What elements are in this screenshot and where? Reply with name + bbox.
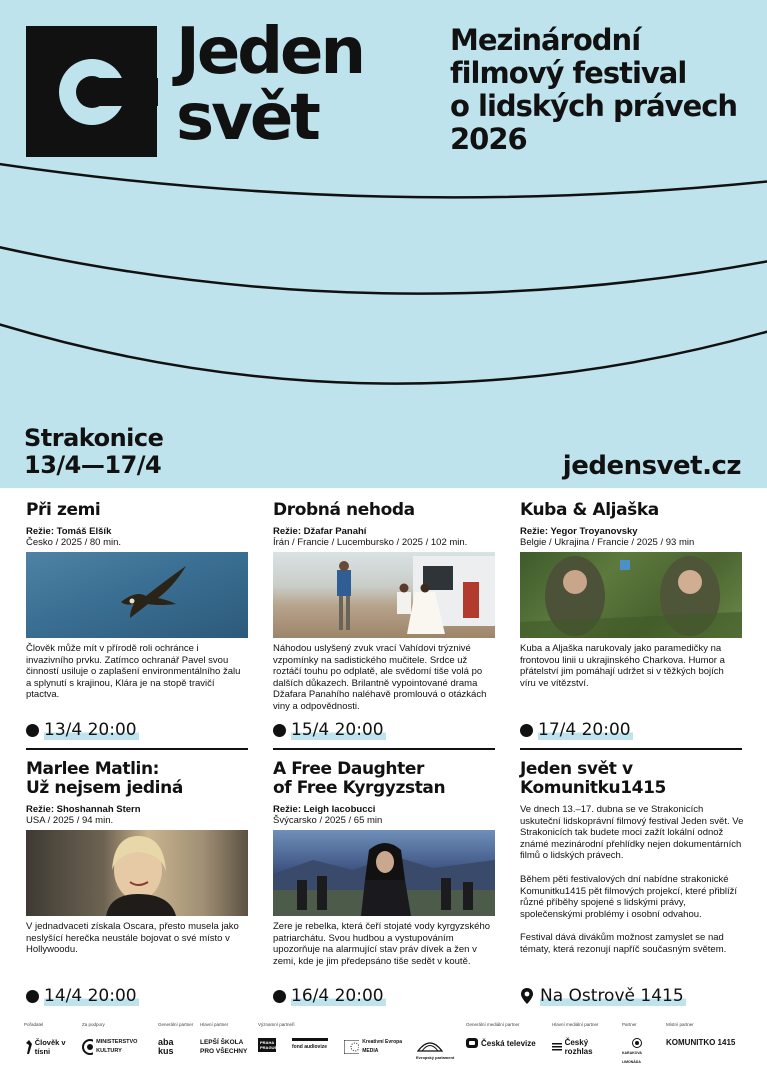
film-title: A Free Daughter of Free Kyrgyzstan: [273, 759, 446, 798]
logo-line-2: svět: [176, 81, 318, 155]
screening-time: 13/4 20:00: [26, 720, 139, 740]
film-title: Při zemi: [26, 500, 101, 520]
film-description: Člověk může mít v přírodě roli ochránce i invazivního prvku. Zatímco ochranář Pavel svou činností usiluje o zaplašení environmentálního žalu a splynutí s krajinou, Klára je na stopě travičí ptactva.: [26, 643, 241, 701]
film-description: V jednadvaceti získala Oscara, přesto musela jako neslyšící herečka neustále bojovat o své místo v Hollywoodu.: [26, 921, 239, 956]
divider: [273, 748, 495, 750]
bullet-dot-icon: [273, 990, 286, 1003]
festival-title-year: 2026: [450, 122, 527, 156]
film-card: [520, 501, 742, 689]
sponsor-logo: Místní partner KOMUNITKO 1415: [666, 1022, 736, 1047]
film-description: Kuba a Aljaška narukovaly jako paramedičky na frontovou linii u ukrajinského Charkova. Humor a přátelství jim pomáhají udržet si v těžkých bojích víru ve vítězství.: [520, 643, 725, 689]
film-description: Náhodou uslyšený zvuk vrací Vahídovi trýznivé vzpomínky na sadistického mučitele. Srdce už roztáčí touhu po odplatě, ale svědomí tiše volá po dalších důkazech. Brilantně vypointované drama Džafara Panahího naléhavě promlouvá o otázkách viny a odpovědnosti.: [273, 643, 487, 712]
lemonade-emblem-icon: [632, 1038, 642, 1048]
film-still-image: [26, 830, 248, 916]
festival-title-line: Mezinárodní: [450, 23, 641, 57]
community-paragraph: Festival dává divákům možnost zamyslet se nad tématy, která rezonují napříč současným světem.: [520, 932, 727, 955]
screening-time: 14/4 20:00: [26, 986, 139, 1006]
film-card: [26, 760, 248, 956]
film-description: Zere je rebelka, která čeří stojaté vody kyrgyzského patriarchátu. Svou hudbou a vystupováním upozorňuje na alarmující stav práv dívek a žen v zemi, kde je jim předepsáno tiše sedět v koutě.: [273, 921, 491, 967]
bullet-dot-icon: [26, 990, 39, 1003]
bullet-dot-icon: [273, 724, 286, 737]
sponsor-logo: Hlavní mediální partner Český rozhlas: [552, 1022, 599, 1056]
film-still-image: [273, 552, 495, 638]
sponsor-strip: [24, 1022, 744, 1072]
film-title: Marlee Matlin: Už nejsem jediná: [26, 759, 183, 798]
film-title: Drobná nehoda: [273, 500, 415, 520]
community-paragraph: Ve dnech 13.–17. dubna se ve Strakonicích uskuteční lidskoprávní filmový festival Jeden svět. Ve Strakonicích tak budete moci zažít lokální odnož známé mezinárodní přehlídky nejen dokumentárních filmů o lidských právech.: [520, 804, 744, 862]
sponsor-logo: Partner KARAKOVA LIMONÁDA: [622, 1022, 642, 1064]
festival-dates: 13/4—17/4: [24, 451, 162, 479]
film-meta: Švýcarsko / 2025 / 65 min: [273, 815, 383, 826]
sponsor-logo: Pořadatel Člověk v tísni: [24, 1022, 66, 1056]
divider: [26, 748, 248, 750]
community-title: Jeden svět v Komunitku1415: [520, 759, 666, 798]
city-name: Strakonice: [24, 424, 164, 452]
screening-time: 15/4 20:00: [273, 720, 386, 740]
film-director: Režie: Shoshannah Stern: [26, 804, 141, 815]
bullet-dot-icon: [26, 724, 39, 737]
person-icon: [24, 1039, 32, 1055]
film-director: Režie: Tomáš Elšík: [26, 526, 112, 537]
sponsor-logo: Hlavní partner LEPŠÍ ŠKOLA PRO VŠECHNY: [200, 1022, 248, 1055]
festival-title-line: filmový festival: [450, 56, 687, 90]
website-link[interactable]: jedensvet.cz: [562, 451, 741, 481]
decorative-curves: [0, 0, 767, 488]
film-title: Kuba & Aljaška: [520, 500, 659, 520]
community-paragraph: Během pěti festivalových dní nabídne strakonické Komunitku1415 pět filmových projekcí, které přiblíží různé příběhy spojené s lidskými právy, společenskými problémy i osobní odvahou.: [520, 873, 738, 920]
map-pin-icon: [520, 987, 534, 1005]
film-still-image: [273, 830, 495, 916]
film-still-image: [26, 552, 248, 638]
sponsor-logo: Za podpory MINISTERSTVO KULTURY: [82, 1022, 138, 1054]
sponsor-logo: Významní partneři PRAHA PRAGUE: [258, 1022, 295, 1050]
film-card: [273, 501, 495, 713]
film-meta: USA / 2025 / 94 min.: [26, 815, 114, 826]
ct-logo-icon: [466, 1038, 478, 1048]
film-still-image: [520, 552, 742, 638]
festival-header: [0, 0, 767, 488]
sponsor-logo: Generální partner aba kus: [158, 1022, 194, 1056]
film-meta: Írán / Francie / Lucembursko / 2025 / 102 min.: [273, 537, 468, 548]
community-info: [520, 760, 744, 956]
film-meta: Česko / 2025 / 80 min.: [26, 537, 122, 548]
city-and-dates: [24, 425, 163, 479]
ministry-emblem-icon: [82, 1039, 93, 1055]
screening-time: 17/4 20:00: [520, 720, 633, 740]
film-meta: Belgie / Ukrajina / Francie / 2025 / 93 min: [520, 537, 695, 548]
eu-flag-icon: [344, 1040, 359, 1054]
radio-waves-icon: [552, 1042, 562, 1052]
sponsor-logo: Evropský parlament: [416, 1022, 456, 1062]
sponsor-logo: Generální mediální partner Česká televize: [466, 1022, 536, 1048]
sponsor-logo: Kreativní Evropa MEDIA: [344, 1022, 402, 1056]
sponsor-logo: fond audiovize: [292, 1022, 328, 1052]
parliament-dome-icon: [416, 1038, 444, 1052]
screening-time: 16/4 20:00: [273, 986, 386, 1006]
festival-title-line: o lidských právech: [450, 89, 738, 123]
logo-line-1: Jeden: [176, 15, 363, 89]
venue-address: Na Ostrově 1415: [520, 986, 686, 1006]
film-card: [273, 760, 495, 967]
film-director: Režie: Leigh Iacobucci: [273, 804, 376, 815]
divider: [520, 748, 742, 750]
film-director: Režie: Yegor Troyanovsky: [520, 526, 638, 537]
bullet-dot-icon: [520, 724, 533, 737]
film-card: [26, 501, 248, 701]
film-director: Režie: Džafar Panahí: [273, 526, 367, 537]
